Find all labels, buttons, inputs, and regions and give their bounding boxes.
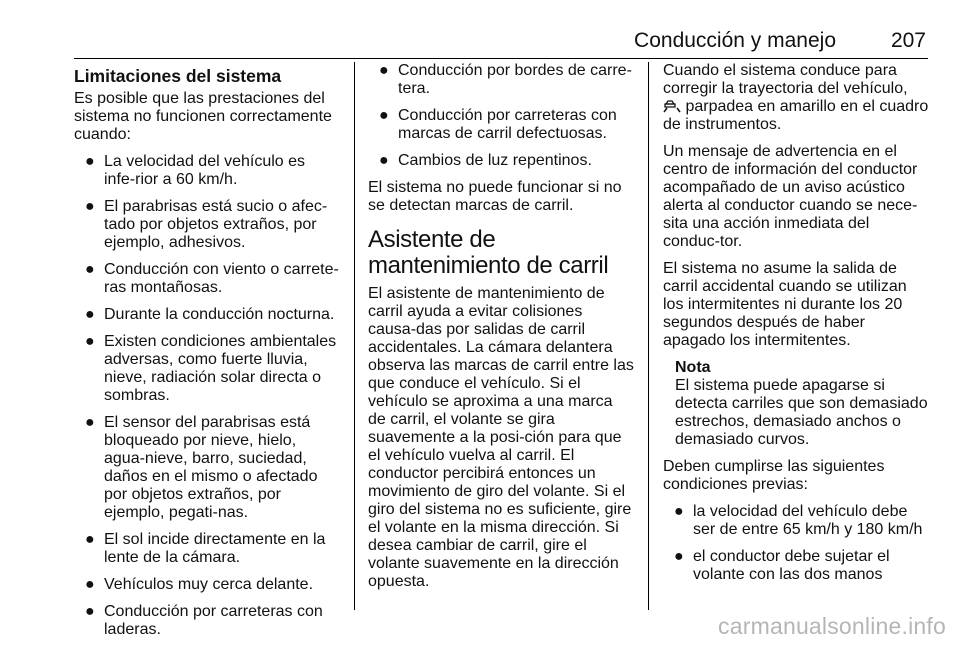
- page-number: 207: [890, 29, 926, 52]
- column-2: [368, 62, 634, 600]
- list-item-text: Existen condiciones ambientales adversas, como fuerte lluvia, nieve, radiación solar directa o sombras.: [104, 333, 337, 404]
- warning-message-text: Un mensaje de advertencia en el centro de información del conductor acompañado de un aviso acústico alerta al conductor cuando se nece-sita una acción inmediata del conduc-tor.: [663, 143, 918, 250]
- list-item: [74, 153, 340, 189]
- preconditions-list: [663, 503, 929, 584]
- list-item: [368, 107, 634, 143]
- correction-text-end: parpadea en amarillo en el cuadro de instrumentos.: [663, 98, 929, 133]
- bullet-icon: ●: [85, 576, 95, 593]
- bullet-icon: ●: [85, 333, 95, 350]
- note-label: Nota: [675, 359, 711, 376]
- bullet-icon: ●: [379, 107, 389, 124]
- bullet-icon: ●: [85, 306, 95, 323]
- bullet-icon: ●: [85, 153, 95, 170]
- limitations-list-continued: [368, 62, 634, 170]
- list-item-text: Conducción por bordes de carre-tera.: [398, 62, 632, 97]
- column-divider: [648, 62, 649, 610]
- limitations-intro: Es posible que las prestaciones del sistema no funcionen correctamente cuando:: [74, 90, 332, 143]
- list-item-text: El sol incide directamente en la lente de la cámara.: [104, 531, 326, 566]
- limitations-list: [74, 153, 340, 639]
- chapter-title: Conducción y manejo: [634, 29, 836, 52]
- list-item-text: Conducción por carreteras con marcas de carril defectuosas.: [398, 107, 617, 142]
- list-item: [74, 531, 340, 567]
- lane-keep-description: El asistente de mantenimiento de carril ayuda a evitar colisiones causa-das por salidas de carril accidentales. La cámara delantera observa las marcas de carril entre las que conduce el vehículo. Si el vehículo se aproxima a una marca de carril, el volante se gira suavemente a la posi-ción para que el vehículo vuelva al carril. El conductor percibirá entonces un movimiento de giro del volante. Si el giro del sistema no es suficiente, gire el volante en la misma dirección. Si desea cambiar de carril, gire el volante suavemente en la dirección opuesta.: [368, 285, 634, 590]
- list-item-text: Durante la conducción nocturna.: [104, 306, 335, 323]
- correction-text-start: Cuando el sistema conduce para corregir la trayectoria del vehículo,: [663, 62, 908, 97]
- bullet-icon: ●: [85, 603, 95, 620]
- list-item-text: El sensor del parabrisas está bloqueado por nieve, hielo, agua-nieve, barro, suciedad, daños en el mismo o afectado por objetos extraños, por ejemplo, pegati-nas.: [104, 414, 318, 521]
- list-item-text: el conductor debe sujetar el volante con las dos manos: [693, 548, 890, 583]
- list-item-text: Conducción por carreteras con laderas.: [104, 603, 323, 638]
- list-item-text: El parabrisas está sucio o afec-tado por objetos extraños, por ejemplo, adhesivos.: [104, 198, 328, 251]
- list-item: [663, 548, 929, 584]
- page-header: [74, 24, 928, 59]
- list-item: [74, 603, 340, 639]
- note-box: [675, 359, 929, 449]
- list-item-text: Vehículos muy cerca delante.: [104, 576, 314, 593]
- column-1: [74, 62, 340, 648]
- preconditions-intro: Deben cumplirse las siguientes condiciones previas:: [663, 458, 885, 493]
- list-item: [74, 414, 340, 522]
- list-item: [74, 198, 340, 252]
- bullet-icon: ●: [85, 198, 95, 215]
- bullet-icon: ●: [379, 62, 389, 79]
- list-item: [663, 503, 929, 539]
- note-text: El sistema puede apagarse si detecta carriles que son demasiado estrechos, demasiado anchos o demasiado curvos.: [675, 377, 928, 448]
- bullet-icon: ●: [674, 503, 684, 520]
- section-title-lane-keep-assist: Asistente de mantenimiento de carril: [368, 226, 609, 279]
- column-3: [663, 62, 929, 593]
- list-item-text: la velocidad del vehículo debe ser de entre 65 km/h y 180 km/h: [693, 503, 923, 538]
- list-item-text: Conducción con viento o carrete-ras montañosas.: [104, 261, 339, 296]
- bullet-icon: ●: [674, 548, 684, 565]
- list-item-text: La velocidad del vehículo es infe-rior a 60 km/h.: [104, 153, 306, 188]
- correction-text: [663, 62, 929, 134]
- column-divider: [354, 62, 355, 610]
- section-heading-limitations: Limitaciones del sistema: [74, 66, 282, 86]
- lane-keep-assist-icon: [663, 99, 681, 113]
- list-item: [74, 333, 340, 405]
- watermark: carmanualsonline.info: [718, 613, 946, 639]
- bullet-icon: ●: [85, 531, 95, 548]
- list-item: [74, 306, 340, 324]
- list-item: [74, 261, 340, 297]
- list-item: [74, 576, 340, 594]
- list-item: [368, 152, 634, 170]
- bullet-icon: ●: [85, 261, 95, 278]
- turn-signal-text: El sistema no asume la salida de carril accidental cuando se utilizan los intermitentes ni durante los 20 segundos después de haber apagado los intermitentes.: [663, 260, 907, 349]
- bullet-icon: ●: [379, 152, 389, 169]
- list-item-text: Cambios de luz repentinos.: [398, 152, 592, 169]
- list-item: [368, 62, 634, 98]
- no-lane-markings-text: El sistema no puede funcionar si no se detectan marcas de carril.: [368, 179, 622, 214]
- bullet-icon: ●: [85, 414, 95, 431]
